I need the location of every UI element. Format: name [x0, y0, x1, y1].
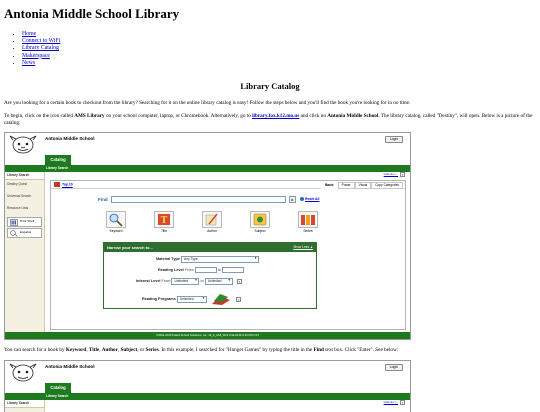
- reset-icon: [300, 197, 304, 201]
- intro-paragraph: Are you looking for a certain book to checkout from the library? Searching for it on the online library catalog is easy! Follow the steps below and you'll find the book you're looking for in no time.: [4, 100, 411, 107]
- school-name: Antonia Middle School: [45, 364, 95, 370]
- catalog-screenshot: [4, 132, 411, 340]
- tab-catalog[interactable]: Catalog: [45, 383, 71, 393]
- reading-level-from-input[interactable]: [195, 267, 217, 273]
- sidebar-item-destiny-quest[interactable]: Destiny Quest: [7, 182, 28, 187]
- nav-connect-wifi[interactable]: Connect to WiFi: [22, 38, 61, 45]
- library-url-link[interactable]: library.fox.k12.mo.us: [252, 112, 300, 119]
- tab-catalog[interactable]: Catalog: [45, 155, 71, 165]
- reading-programs-help-icon[interactable]: ?: [237, 297, 240, 302]
- tab-power[interactable]: Power: [338, 182, 355, 188]
- reading-programs-select[interactable]: Unlimited ▼: [177, 296, 207, 302]
- svg-text:T: T: [160, 216, 168, 227]
- language-icon: [10, 230, 18, 237]
- help-link[interactable]: How do I...: [383, 400, 398, 405]
- catalog-sidebar: [5, 172, 45, 332]
- login-button[interactable]: Login: [385, 136, 403, 142]
- shelf-icon: [10, 219, 18, 226]
- sidebar-item-resource-lists[interactable]: Resource Lists: [7, 206, 29, 211]
- catalog-footer: ©2002-2015 Follett School Solutions, Inc. 13_0_AS5_RC2 2/11/2016 9:13 PM CST: [5, 332, 410, 339]
- chevron-down-icon: ▼: [227, 278, 231, 283]
- search-type-icons: [103, 211, 323, 235]
- top10-icon: [54, 182, 60, 187]
- reset-all-link[interactable]: Reset All: [300, 197, 319, 201]
- interest-level-row: Interest Level From Unlimited ▼ to Unlimited ▼ ?: [136, 278, 241, 284]
- tab-basic[interactable]: Basic: [321, 182, 338, 188]
- find-input[interactable]: [111, 196, 286, 203]
- subnav-library-search[interactable]: Library Search: [46, 394, 69, 399]
- series-search-button[interactable]: Series: [297, 211, 319, 233]
- author-icon: [203, 212, 221, 227]
- title-icon: [155, 212, 173, 227]
- reading-level-to-input[interactable]: [222, 267, 244, 273]
- material-type-row: Material Type Any Type ▼: [156, 256, 258, 262]
- subject-search-button[interactable]: Subject: [249, 211, 271, 233]
- author-search-button[interactable]: Author: [201, 211, 223, 233]
- section-title: Library Catalog: [240, 81, 300, 92]
- nav-makerspace[interactable]: Makerspace: [22, 52, 51, 59]
- step1-paragraph: To begin, click on the icon called AMS Library on your school computer, laptop, or Chromebook. Alternatively, go to library.fox.k12.mo.us and click on Antonia Middle School. The library catalog, called "Destiny", will open. Below is a picture of the catalog:: [4, 112, 533, 126]
- chevron-down-icon: ▼: [194, 278, 198, 283]
- help-question-icon[interactable]: ?: [401, 401, 404, 406]
- login-button[interactable]: Login: [385, 364, 403, 370]
- keyword-search-button[interactable]: Keyword: [105, 211, 127, 233]
- interest-help-icon[interactable]: ?: [238, 280, 241, 284]
- step2-paragraph: You can search for a book by Keyword, Title, Author, Subject, or Series. In this example, I searched for "Hunger Games" by typing the title in the Find text box. Click "Enter". See below:: [4, 347, 399, 354]
- school-name: Antonia Middle School: [45, 136, 95, 142]
- tab-copy-categories[interactable]: Copy Categories: [371, 182, 403, 188]
- help-link[interactable]: How do I...: [383, 172, 398, 177]
- series-icon: [299, 212, 317, 227]
- top10-link[interactable]: Top 10: [54, 182, 73, 187]
- subject-icon: [251, 212, 269, 227]
- reading-programs-row: Reading Programs Unlimited ▼ ?: [142, 292, 241, 306]
- chevron-down-icon: ▼: [254, 256, 258, 261]
- help-question-icon[interactable]: ?: [401, 173, 404, 178]
- reading-programs-books-icon: [210, 292, 232, 306]
- subnav-library-search[interactable]: Library Search: [46, 166, 69, 171]
- narrow-search-panel: [103, 242, 317, 309]
- catalog-screenshot-2: [4, 360, 411, 412]
- nav-library-catalog[interactable]: Library Catalog: [22, 45, 59, 52]
- narrow-title: Narrow your search to...: [107, 245, 153, 251]
- search-mode-tabs: [321, 182, 403, 188]
- show-less-link[interactable]: Show Less ▲: [293, 245, 313, 250]
- search-panel: [50, 180, 406, 330]
- bulldog-logo-icon: [8, 362, 38, 383]
- interest-from-select[interactable]: Unlimited ▼: [171, 278, 199, 284]
- keyword-icon: [107, 212, 125, 227]
- tab-visual[interactable]: Visual: [355, 182, 372, 188]
- espanol-button[interactable]: Español: [7, 228, 42, 238]
- interest-to-select[interactable]: Unlimited ▼: [205, 278, 233, 284]
- reading-level-row: Reading Level From to: [158, 267, 244, 273]
- main-nav: [14, 31, 536, 67]
- site-title: Antonia Middle School Library: [4, 6, 180, 21]
- nav-news[interactable]: News: [22, 59, 36, 66]
- sidebar-item-universal-search[interactable]: Universal Search: [7, 194, 32, 199]
- subnav-bar: [5, 393, 410, 400]
- nav-home[interactable]: Home: [22, 30, 37, 37]
- chevron-down-icon: ▼: [201, 296, 205, 301]
- subnav-bar: [5, 165, 410, 172]
- title-search-button[interactable]: T Title: [153, 211, 175, 233]
- material-type-select[interactable]: Any Type ▼: [181, 256, 259, 262]
- sidebar-item-library-search[interactable]: Library Search: [5, 400, 44, 408]
- find-label: Find: [98, 197, 108, 203]
- bulldog-logo-icon: [8, 134, 38, 155]
- catalog-sidebar: [5, 400, 45, 412]
- find-go-button[interactable]: ▸: [289, 196, 296, 203]
- print-shelf-button[interactable]: Print Shelf: [7, 217, 42, 227]
- sidebar-item-library-search[interactable]: Library Search: [5, 172, 44, 180]
